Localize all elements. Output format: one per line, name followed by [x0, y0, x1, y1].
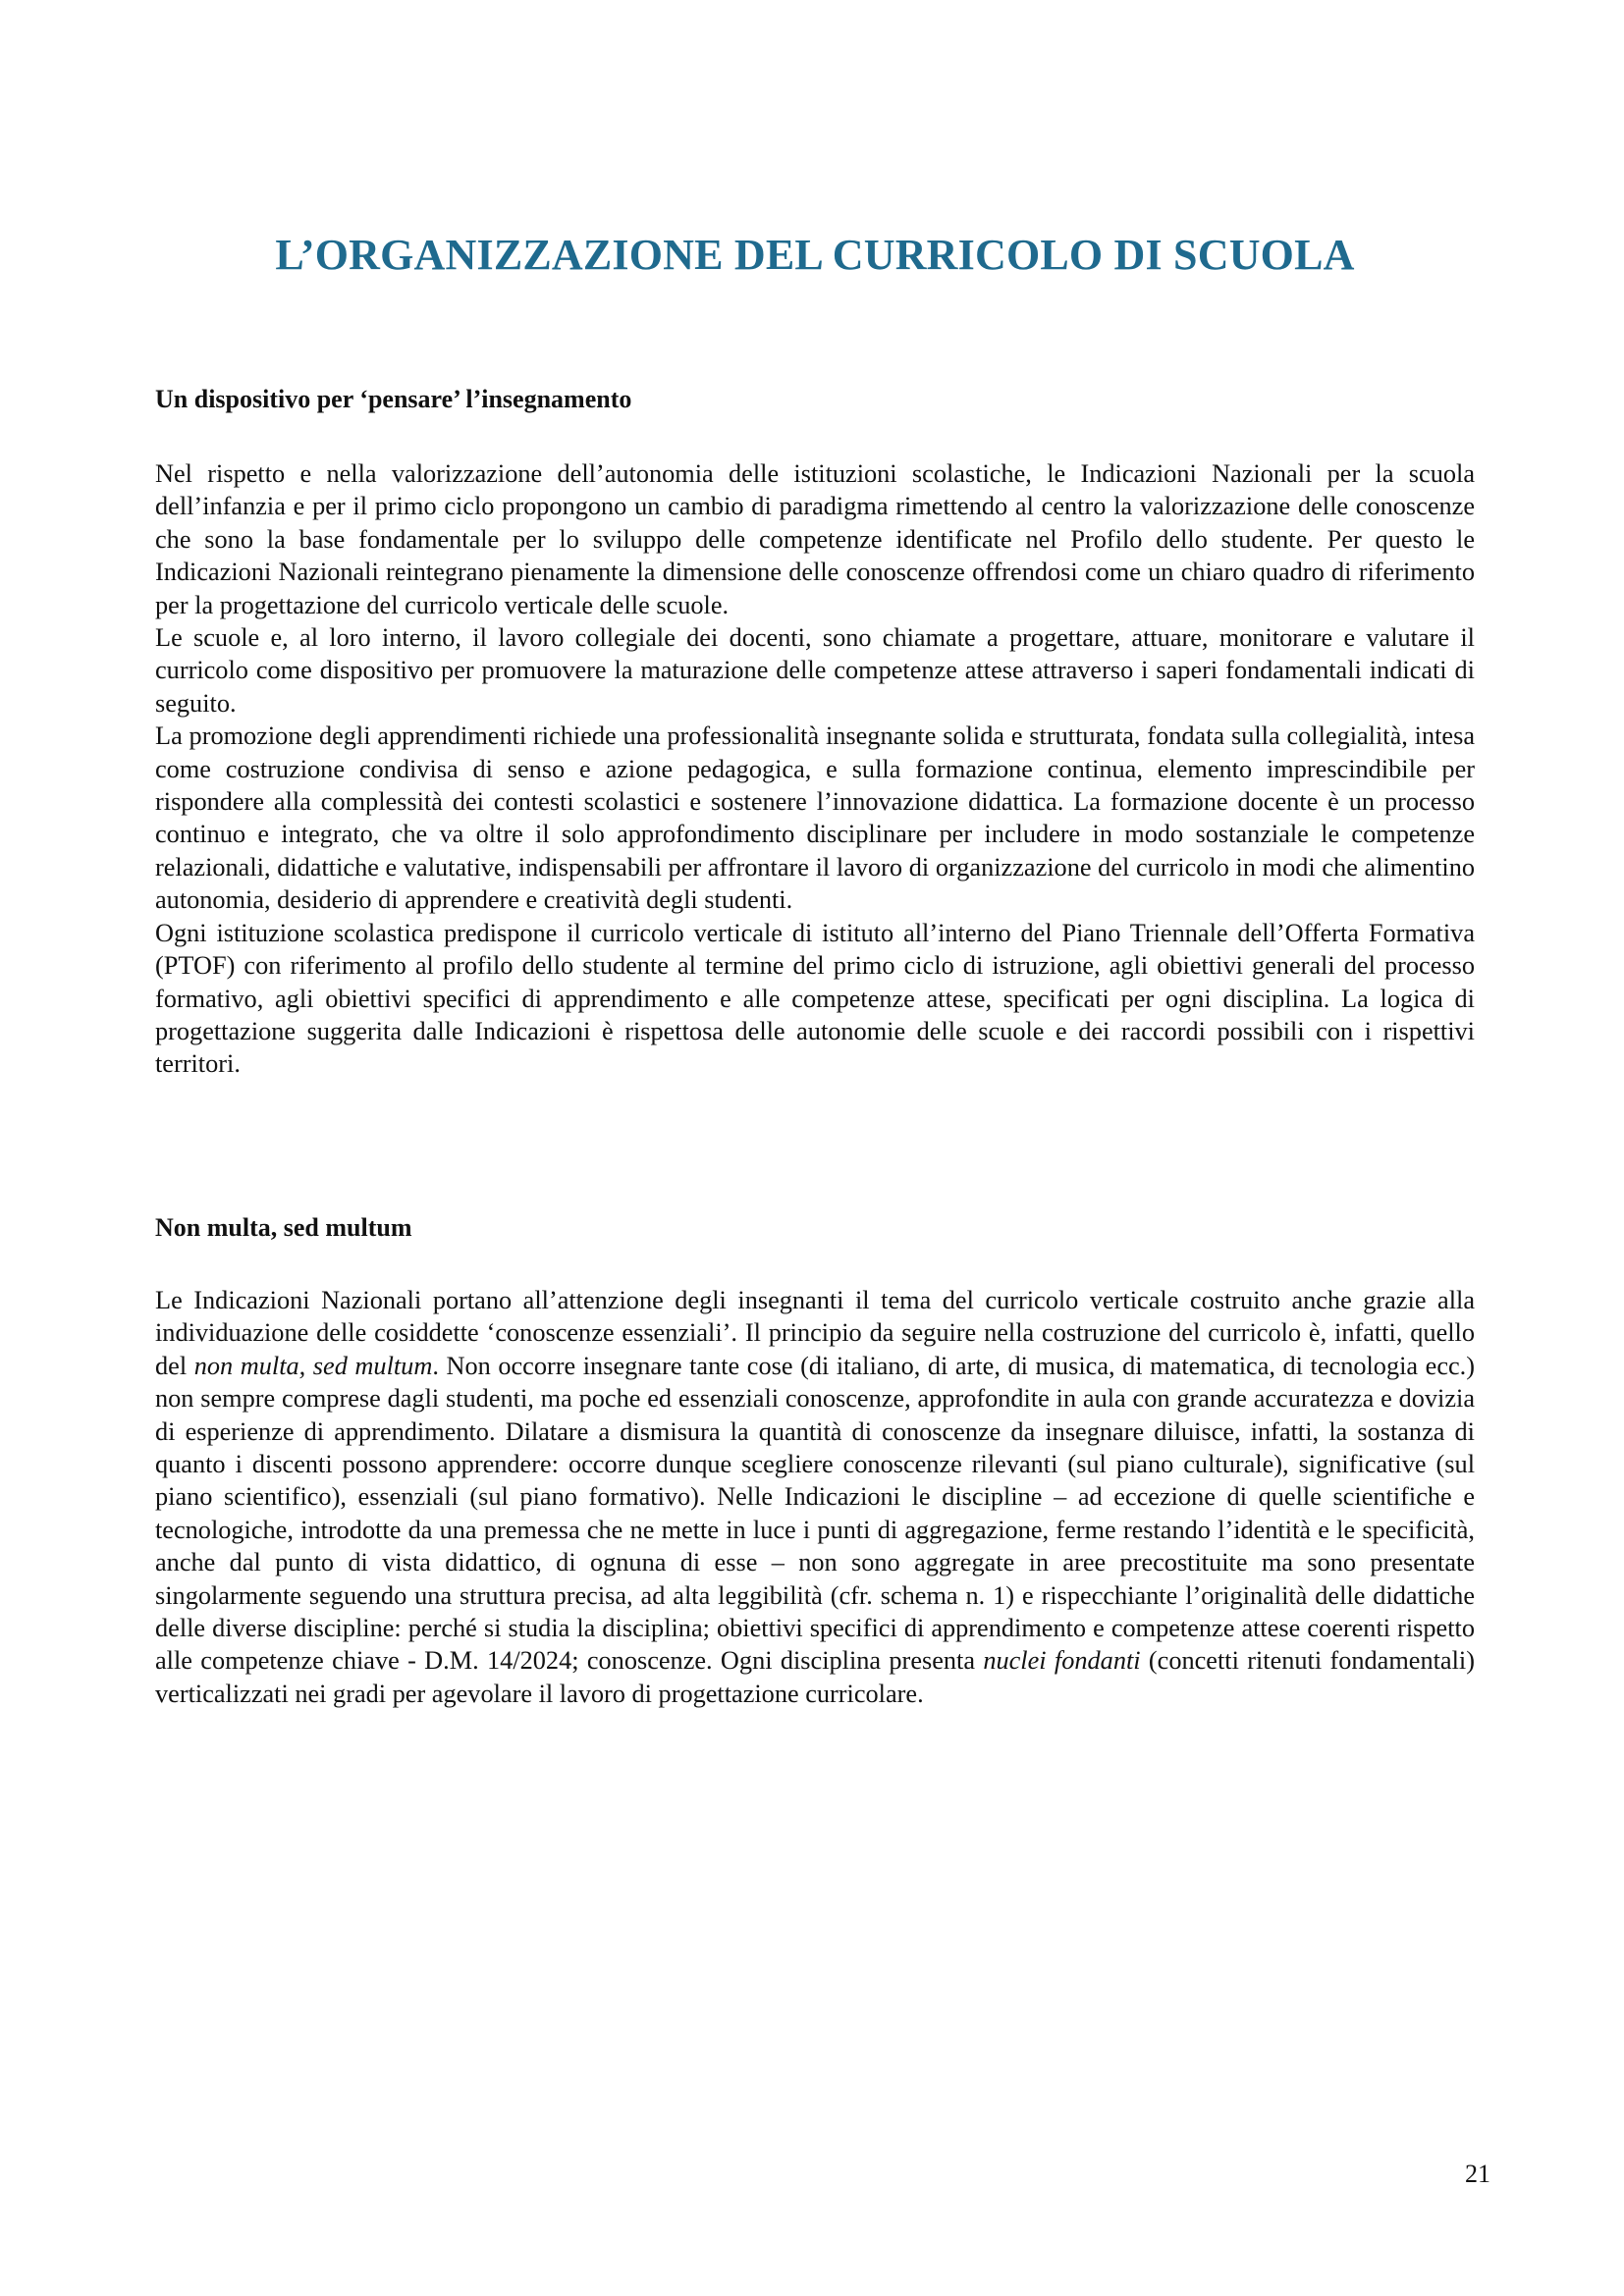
text-run: (concetti ritenuti fondamentali) verticalizzati nei gradi per agevolare il lavoro di progettazione curricolare.	[155, 1646, 1475, 1708]
section-heading-non-multa: Non multa, sed multum	[155, 1213, 412, 1242]
section-body-pensare-insegnamento	[155, 457, 1475, 1081]
italic-text-run: non multa, sed multum	[193, 1351, 433, 1380]
paragraph	[155, 1284, 1475, 1710]
section-heading-pensare-insegnamento: Un dispositivo per ‘pensare’ l’insegnamento	[155, 385, 632, 413]
page-number: 21	[1465, 2160, 1490, 2188]
text-run: Le Indicazioni Nazionali portano all’attenzione degli insegnanti il tema del curricolo verticale costruito anche grazie alla individuazione delle cosiddette ‘conoscenze essenziali’. Il principio da seguire nella costruzione del curricolo è, infatti, quello del	[155, 1286, 1475, 1380]
paragraph: La promozione degli apprendimenti richiede una professionalità insegnante solida e strutturata, fondata sulla collegialità, intesa come costruzione condivisa di senso e azione pedagogica, e sulla formazione continua, elemento imprescindibile per rispondere alla complessità dei contesti scolastici e sostenere l’innovazione didattica. La formazione docente è un processo continuo e integrato, che va oltre il solo approfondimento disciplinare per includere in modo sostanziale le competenze relazionali, didattiche e valutative, indispensabili per affrontare il lavoro di organizzazione del curricolo in modi che alimentino autonomia, desiderio di apprendere e creatività degli studenti.	[155, 721, 1475, 915]
paragraph: Nel rispetto e nella valorizzazione dell’autonomia delle istituzioni scolastiche, le Indicazioni Nazionali per la scuola dell’infanzia e per il primo ciclo propongono un cambio di paradigma rimettendo al centro la valorizzazione delle conoscenze che sono la base fondamentale per lo sviluppo delle competenze identificate nel Profilo dello studente. Per questo le Indicazioni Nazionali reintegrano pienamente la dimensione delle conoscenze offrendosi come un chiaro quadro di riferimento per la progettazione del curricolo verticale delle scuole.	[155, 459, 1475, 619]
italic-text-run: nuclei fondanti	[983, 1646, 1141, 1676]
paragraph: Le scuole e, al loro interno, il lavoro collegiale dei docenti, sono chiamate a progettare, attuare, monitorare e valutare il curricolo come dispositivo per promuovere la maturazione delle competenze attese attraverso i saperi fondamentali indicati di seguito.	[155, 623, 1475, 718]
section-body-non-multa	[155, 1284, 1475, 1710]
paragraph: Ogni istituzione scolastica predispone il curricolo verticale di istituto all’interno del Piano Triennale dell’Offerta Formativa (PTOF) con riferimento al profilo dello studente al termine del primo ciclo di istruzione, agli obiettivi generali del processo formativo, agli obiettivi specifici di apprendimento e alle competenze attese, specificati per ogni disciplina. La logica di progettazione suggerita dalle Indicazioni è rispettosa delle autonomie delle scuole e dei raccordi possibili con i rispettivi territori.	[155, 918, 1475, 1079]
text-run: . Non occorre insegnare tante cose (di italiano, di arte, di musica, di matematica, di tecnologia ecc.) non sempre comprese dagli studenti, ma poche ed essenziali conoscenze, approfondite in aula con grande accuratezza e dovizia di esperienze di apprendimento. Dilatare a dismisura la quantità di conoscenze da insegnare diluisce, infatti, la sostanza di quanto i discenti possono apprendere: occorre dunque scegliere conoscenze rilevanti (sul piano culturale), significative (sul piano scientifico), essenziali (sul piano formativo). Nelle Indicazioni le discipline – ad eccezione di quelle scientifiche e tecnologiche, introdotte da una premessa che ne mette in luce i punti di aggregazione, ferme restando l’identità e le specificità, anche dal punto di vista didattico, di ognuna di esse – non sono aggregate in aree precostituite ma sono presentate singolarmente seguendo una struttura precisa, ad alta leggibilità (cfr. schema n. 1) e rispecchiante l’originalità delle didattiche delle diverse discipline: perché si studia la disciplina; obiettivi specifici di apprendimento e competenze attese coerenti rispetto alle competenze chiave - D.M. 14/2024; conoscenze. Ogni disciplina presenta	[155, 1351, 1476, 1676]
page-title: L’ORGANIZZAZIONE DEL CURRICOLO DI SCUOLA	[275, 231, 1355, 279]
